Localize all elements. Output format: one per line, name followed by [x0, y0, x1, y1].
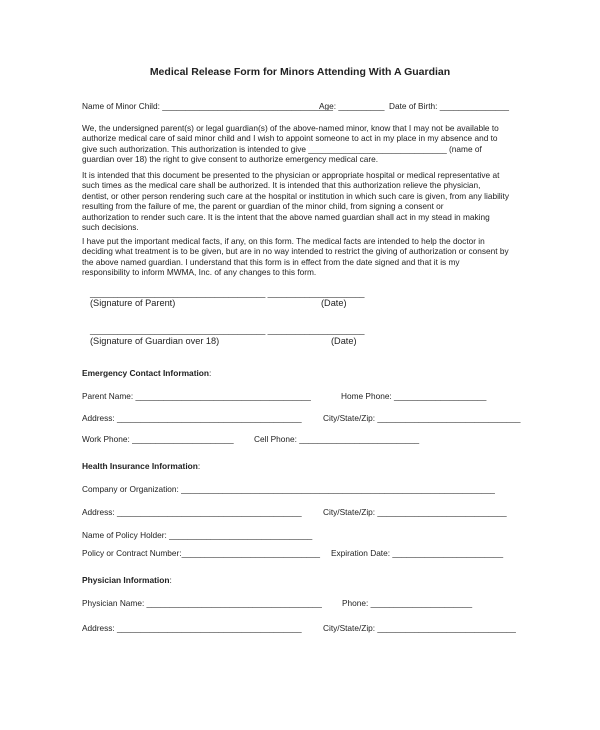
- insurance-address-field[interactable]: Address: ________________________________________: [82, 507, 302, 517]
- cell-phone-field[interactable]: Cell Phone: __________________________: [254, 434, 420, 444]
- paragraph-line: authorize medical care of said minor child and I wish to appoint someone to act in my place in my absence and to: [82, 133, 498, 144]
- parent-name-field[interactable]: Parent Name: ______________________________________: [82, 391, 311, 401]
- insurance-company-field[interactable]: Company or Organization: ____________________________________________________________________: [82, 484, 495, 494]
- guardian-signature-line[interactable]: ______________________________________ _____________________: [90, 325, 365, 335]
- emergency-city-field[interactable]: City/State/Zip: _______________________________: [323, 413, 521, 423]
- paragraph-line: resulting from the failure of me, the parent or guardian of the minor child, from signing a consent or: [82, 201, 444, 212]
- paragraph-line: guardian over 18) the right to give consent to authorize emergency medical care.: [82, 154, 379, 165]
- emergency-address-field[interactable]: Address: ________________________________________: [82, 413, 302, 423]
- paragraph-line: the above named guardian. I understand that this form is in effect from the date signed and that it is my: [82, 256, 460, 267]
- paragraph-line: such times as the medical care shall be authorized. It is intended that this authorization relieve the physician,: [82, 180, 481, 191]
- intent-paragraph: [82, 170, 522, 232]
- physician-address-field[interactable]: Address: ________________________________________: [82, 623, 302, 633]
- paragraph-line: responsibility to inform MWMA, Inc. of any changes to this form.: [82, 267, 317, 278]
- physician-phone-field[interactable]: Phone: ______________________: [342, 598, 473, 608]
- paragraph-line: We, the undersigned parent(s) or legal guardian(s) of the above-named minor, know that I may not be available to: [82, 123, 499, 133]
- minor-dob-field[interactable]: Date of Birth: _______________: [389, 101, 509, 111]
- form-title: Medical Release Form for Minors Attending With A Guardian: [149, 66, 451, 78]
- paragraph-line: dentist, or other person rendering such care at the hospital or institution in which such care is given, from any liability: [82, 190, 510, 201]
- paragraph-line: I have put the important medical facts, if any, on this form. The medical facts are intended to help the doctor in: [82, 236, 485, 246]
- policy-number-field[interactable]: Policy or Contract Number:______________________________: [82, 548, 321, 558]
- guardian-signature-label: (Signature of Guardian over 18): [90, 336, 220, 346]
- policy-holder-field[interactable]: Name of Policy Holder: _______________________________: [82, 530, 313, 540]
- paragraph-line: authorization to render such care. It is the intent that the above named guardian shall act in my stead in making: [82, 211, 490, 222]
- paragraph-line[interactable]: give such authorization. This authorization is intended to give ______________________________ (name of: [82, 143, 482, 154]
- minor-name-field[interactable]: Name of Minor Child: _____________________________________: [82, 101, 333, 111]
- home-phone-field[interactable]: Home Phone: ____________________: [341, 391, 487, 401]
- guardian-date-label: (Date): [331, 336, 357, 346]
- emergency-contact-heading: Emergency Contact Information:: [82, 368, 212, 378]
- physician-city-field[interactable]: City/State/Zip: ______________________________: [323, 623, 516, 633]
- authorization-paragraph: [82, 123, 522, 165]
- minor-age-field[interactable]: Age: __________: [319, 101, 385, 111]
- medical-facts-paragraph: [82, 236, 522, 278]
- insurance-city-field[interactable]: City/State/Zip: ____________________________: [323, 507, 507, 517]
- expiration-date-field[interactable]: Expiration Date: ________________________: [331, 548, 504, 558]
- physician-name-field[interactable]: Physician Name: ______________________________________: [82, 598, 322, 608]
- work-phone-field[interactable]: Work Phone: ______________________: [82, 434, 234, 444]
- paragraph-line: deciding what treatment is to be given, but are in no way intended to restrict the giving of authorization or consent by: [82, 246, 509, 257]
- parent-date-label: (Date): [321, 298, 347, 308]
- parent-signature-line[interactable]: ______________________________________ _____________________: [90, 288, 365, 298]
- insurance-heading: Health Insurance Information:: [82, 461, 201, 471]
- paragraph-line: It is intended that this document be presented to the physician or appropriate hospital or medical representative at: [82, 170, 500, 180]
- parent-signature-label: (Signature of Parent): [90, 298, 176, 308]
- paragraph-line: such decisions.: [82, 222, 139, 233]
- physician-heading: Physician Information:: [82, 575, 172, 585]
